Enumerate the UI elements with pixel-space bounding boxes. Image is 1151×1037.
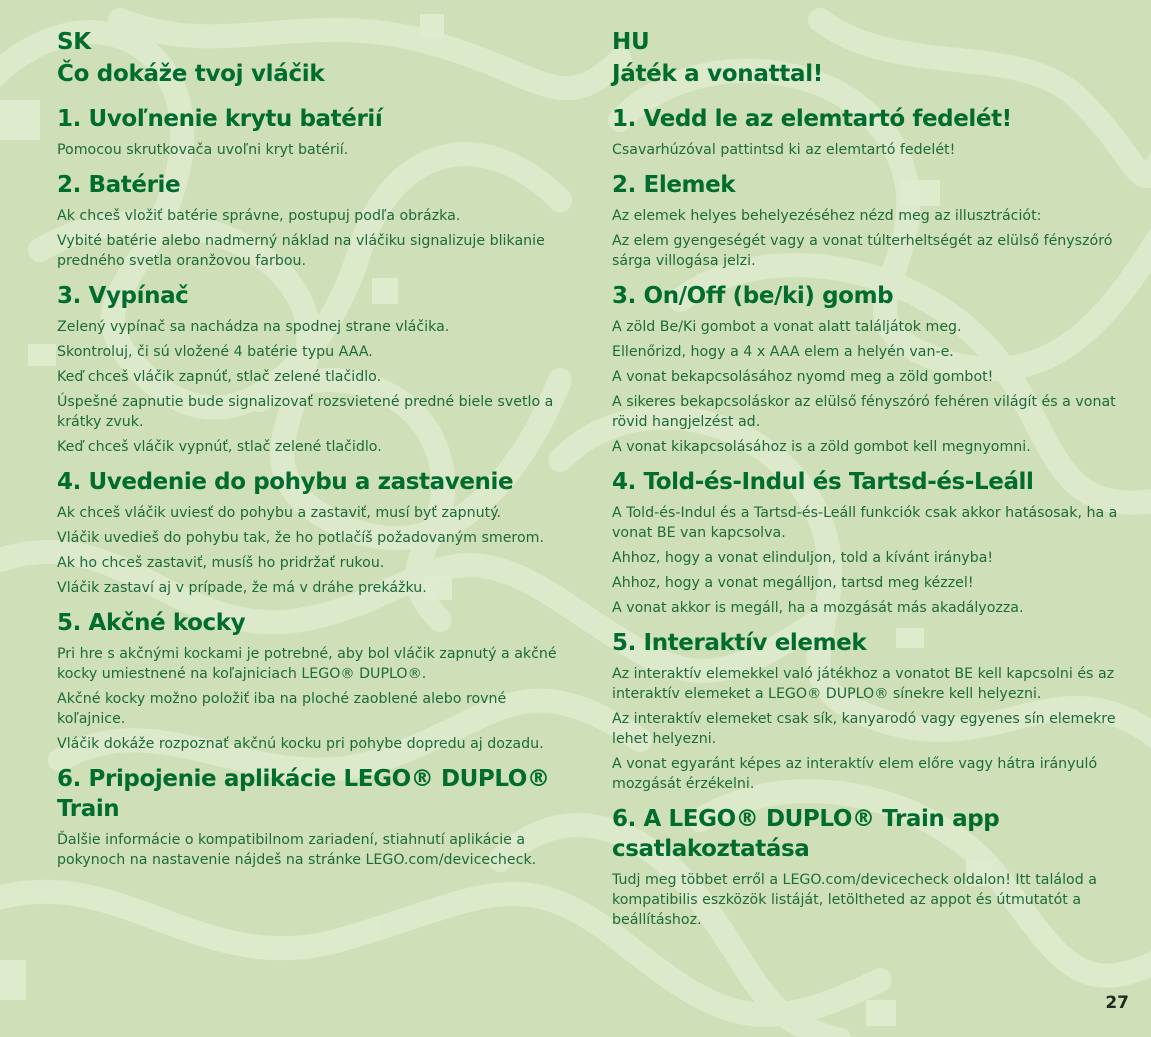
section-batteries [612, 170, 1127, 271]
hungarian-column [612, 26, 1127, 935]
language-code: HU [612, 29, 650, 55]
paragraph: A sikeres bekapcsoláskor az elülső fényszóró fehéren világít és a vonat rövid hangjelzést ad. [612, 394, 1116, 430]
section-title: 5. Interaktív elemek [612, 630, 867, 656]
section-title: 1. Vedd le az elemtartó fedelét! [612, 106, 1012, 132]
section-app-connect [612, 804, 1127, 930]
paragraph: Keď chceš vláčik vypnúť, stlač zelené tlačidlo. [57, 439, 382, 455]
section-switch [612, 281, 1127, 457]
section-push-stop [612, 467, 1127, 618]
paragraph: Pri hre s akčnými kockami je potrebné, aby bol vláčik zapnutý a akčné kocky umiestnené na koľajniciach LEGO® DUPLO®. [57, 646, 557, 682]
paragraph: Az elemek helyes behelyezéséhez nézd meg az illusztrációt: [612, 208, 1042, 224]
section-title: 4. Told-és-Indul és Tartsd-és-Leáll [612, 469, 1034, 495]
paragraph: Ak ho chceš zastaviť, musíš ho pridržať rukou. [57, 555, 385, 571]
paragraph: Ahhoz, hogy a vonat megálljon, tartsd meg kézzel! [612, 575, 974, 591]
paragraph: Az elem gyengeségét vagy a vonat túlterheltségét az elülső fényszóró sárga villogása jelzi. [612, 233, 1113, 269]
section-title: 3. On/Off (be/ki) gomb [612, 283, 894, 309]
paragraph: Keď chceš vláčik zapnúť, stlač zelené tlačidlo. [57, 369, 382, 385]
section-title: 5. Akčné kocky [57, 610, 246, 636]
section-title: 1. Uvoľnenie krytu batérií [57, 106, 383, 132]
paragraph: Ahhoz, hogy a vonat elinduljon, told a kívánt irányba! [612, 550, 994, 566]
paragraph: Az interaktív elemekkel való játékhoz a vonatot BE kell kapcsolni és az interaktív elemeket a LEGO® DUPLO® sínekre kell helyezni. [612, 666, 1115, 702]
paragraph: A vonat kikapcsolásához is a zöld gombot kell megnyomni. [612, 439, 1031, 455]
paragraph: Pomocou skrutkovača uvoľni kryt batérií. [57, 142, 349, 158]
language-code: SK [57, 29, 91, 55]
paragraph: Akčné kocky možno položiť iba na ploché zaoblené alebo rovné koľajnice. [57, 691, 507, 727]
section-push-stop [57, 467, 567, 598]
paragraph: Vláčik uvedieš do pohybu tak, že ho potlačíš požadovaným smerom. [57, 530, 544, 546]
paragraph: A vonat bekapcsolásához nyomd meg a zöld gombot! [612, 369, 994, 385]
main-title: Játék a vonattal! [612, 61, 823, 87]
paragraph: Vybité batérie alebo nadmerný náklad na vláčiku signalizuje blikanie predného svetla oranžovou farbou. [57, 233, 545, 269]
paragraph: Ellenőrizd, hogy a 4 x AAA elem a helyén van-e. [612, 344, 954, 360]
section-battery-cover [612, 104, 1127, 160]
paragraph: Úspešné zapnutie bude signalizovať rozsvietené predné biele svetlo a krátky zvuk. [57, 394, 554, 430]
section-app-connect [57, 764, 567, 870]
section-batteries [57, 170, 567, 271]
section-switch [57, 281, 567, 457]
paragraph: Zelený vypínač sa nachádza na spodnej strane vláčika. [57, 319, 450, 335]
paragraph: Az interaktív elemeket csak sík, kanyarodó vagy egyenes sín elemekre lehet helyezni. [612, 711, 1116, 747]
paragraph: Skontroluj, či sú vložené 4 batérie typu AAA. [57, 344, 373, 360]
section-action-bricks [612, 628, 1127, 794]
slovak-column [57, 26, 567, 875]
section-title: 6. Pripojenie aplikácie LEGO® DUPLO® Train [57, 766, 550, 822]
paragraph: A vonat akkor is megáll, ha a mozgását más akadályozza. [612, 600, 1024, 616]
section-title: 2. Batérie [57, 172, 181, 198]
paragraph: A vonat egyaránt képes az interaktív elem előre vagy hátra irányuló mozgását érzékelni. [612, 756, 1098, 792]
paragraph: A zöld Be/Ki gombot a vonat alatt találjátok meg. [612, 319, 962, 335]
section-battery-cover [57, 104, 567, 160]
section-title: 2. Elemek [612, 172, 736, 198]
section-title: 3. Vypínač [57, 283, 189, 309]
page-number: 27 [1105, 993, 1129, 1013]
paragraph: Ak chceš vložiť batérie správne, postupuj podľa obrázka. [57, 208, 461, 224]
paragraph: Csavarhúzóval pattintsd ki az elemtartó fedelét! [612, 142, 956, 158]
paragraph: Vláčik dokáže rozpoznať akčnú kocku pri pohybe dopredu aj dozadu. [57, 736, 544, 752]
paragraph: Vláčik zastaví aj v prípade, že má v dráhe prekážku. [57, 580, 427, 596]
paragraph: A Told-és-Indul és a Tartsd-és-Leáll funkciók csak akkor hatásosak, ha a vonat BE van kapcsolva. [612, 505, 1118, 541]
section-title: 6. A LEGO® DUPLO® Train app csatlakoztatása [612, 806, 1000, 862]
section-title: 4. Uvedenie do pohybu a zastavenie [57, 469, 514, 495]
main-title: Čo dokáže tvoj vláčik [57, 61, 325, 87]
section-action-bricks [57, 608, 567, 754]
paragraph: Tudj meg többet erről a LEGO.com/devicecheck oldalon! Itt találod a kompatibilis eszközök listáját, letöltheted az appot és útmutatót a beállításhoz. [612, 872, 1097, 928]
paragraph: Ak chceš vláčik uviesť do pohybu a zastaviť, musí byť zapnutý. [57, 505, 502, 521]
paragraph: Ďalšie informácie o kompatibilnom zariadení, stiahnutí aplikácie a pokynoch na nastavenie nájdeš na stránke LEGO.com/devicecheck. [57, 832, 537, 868]
